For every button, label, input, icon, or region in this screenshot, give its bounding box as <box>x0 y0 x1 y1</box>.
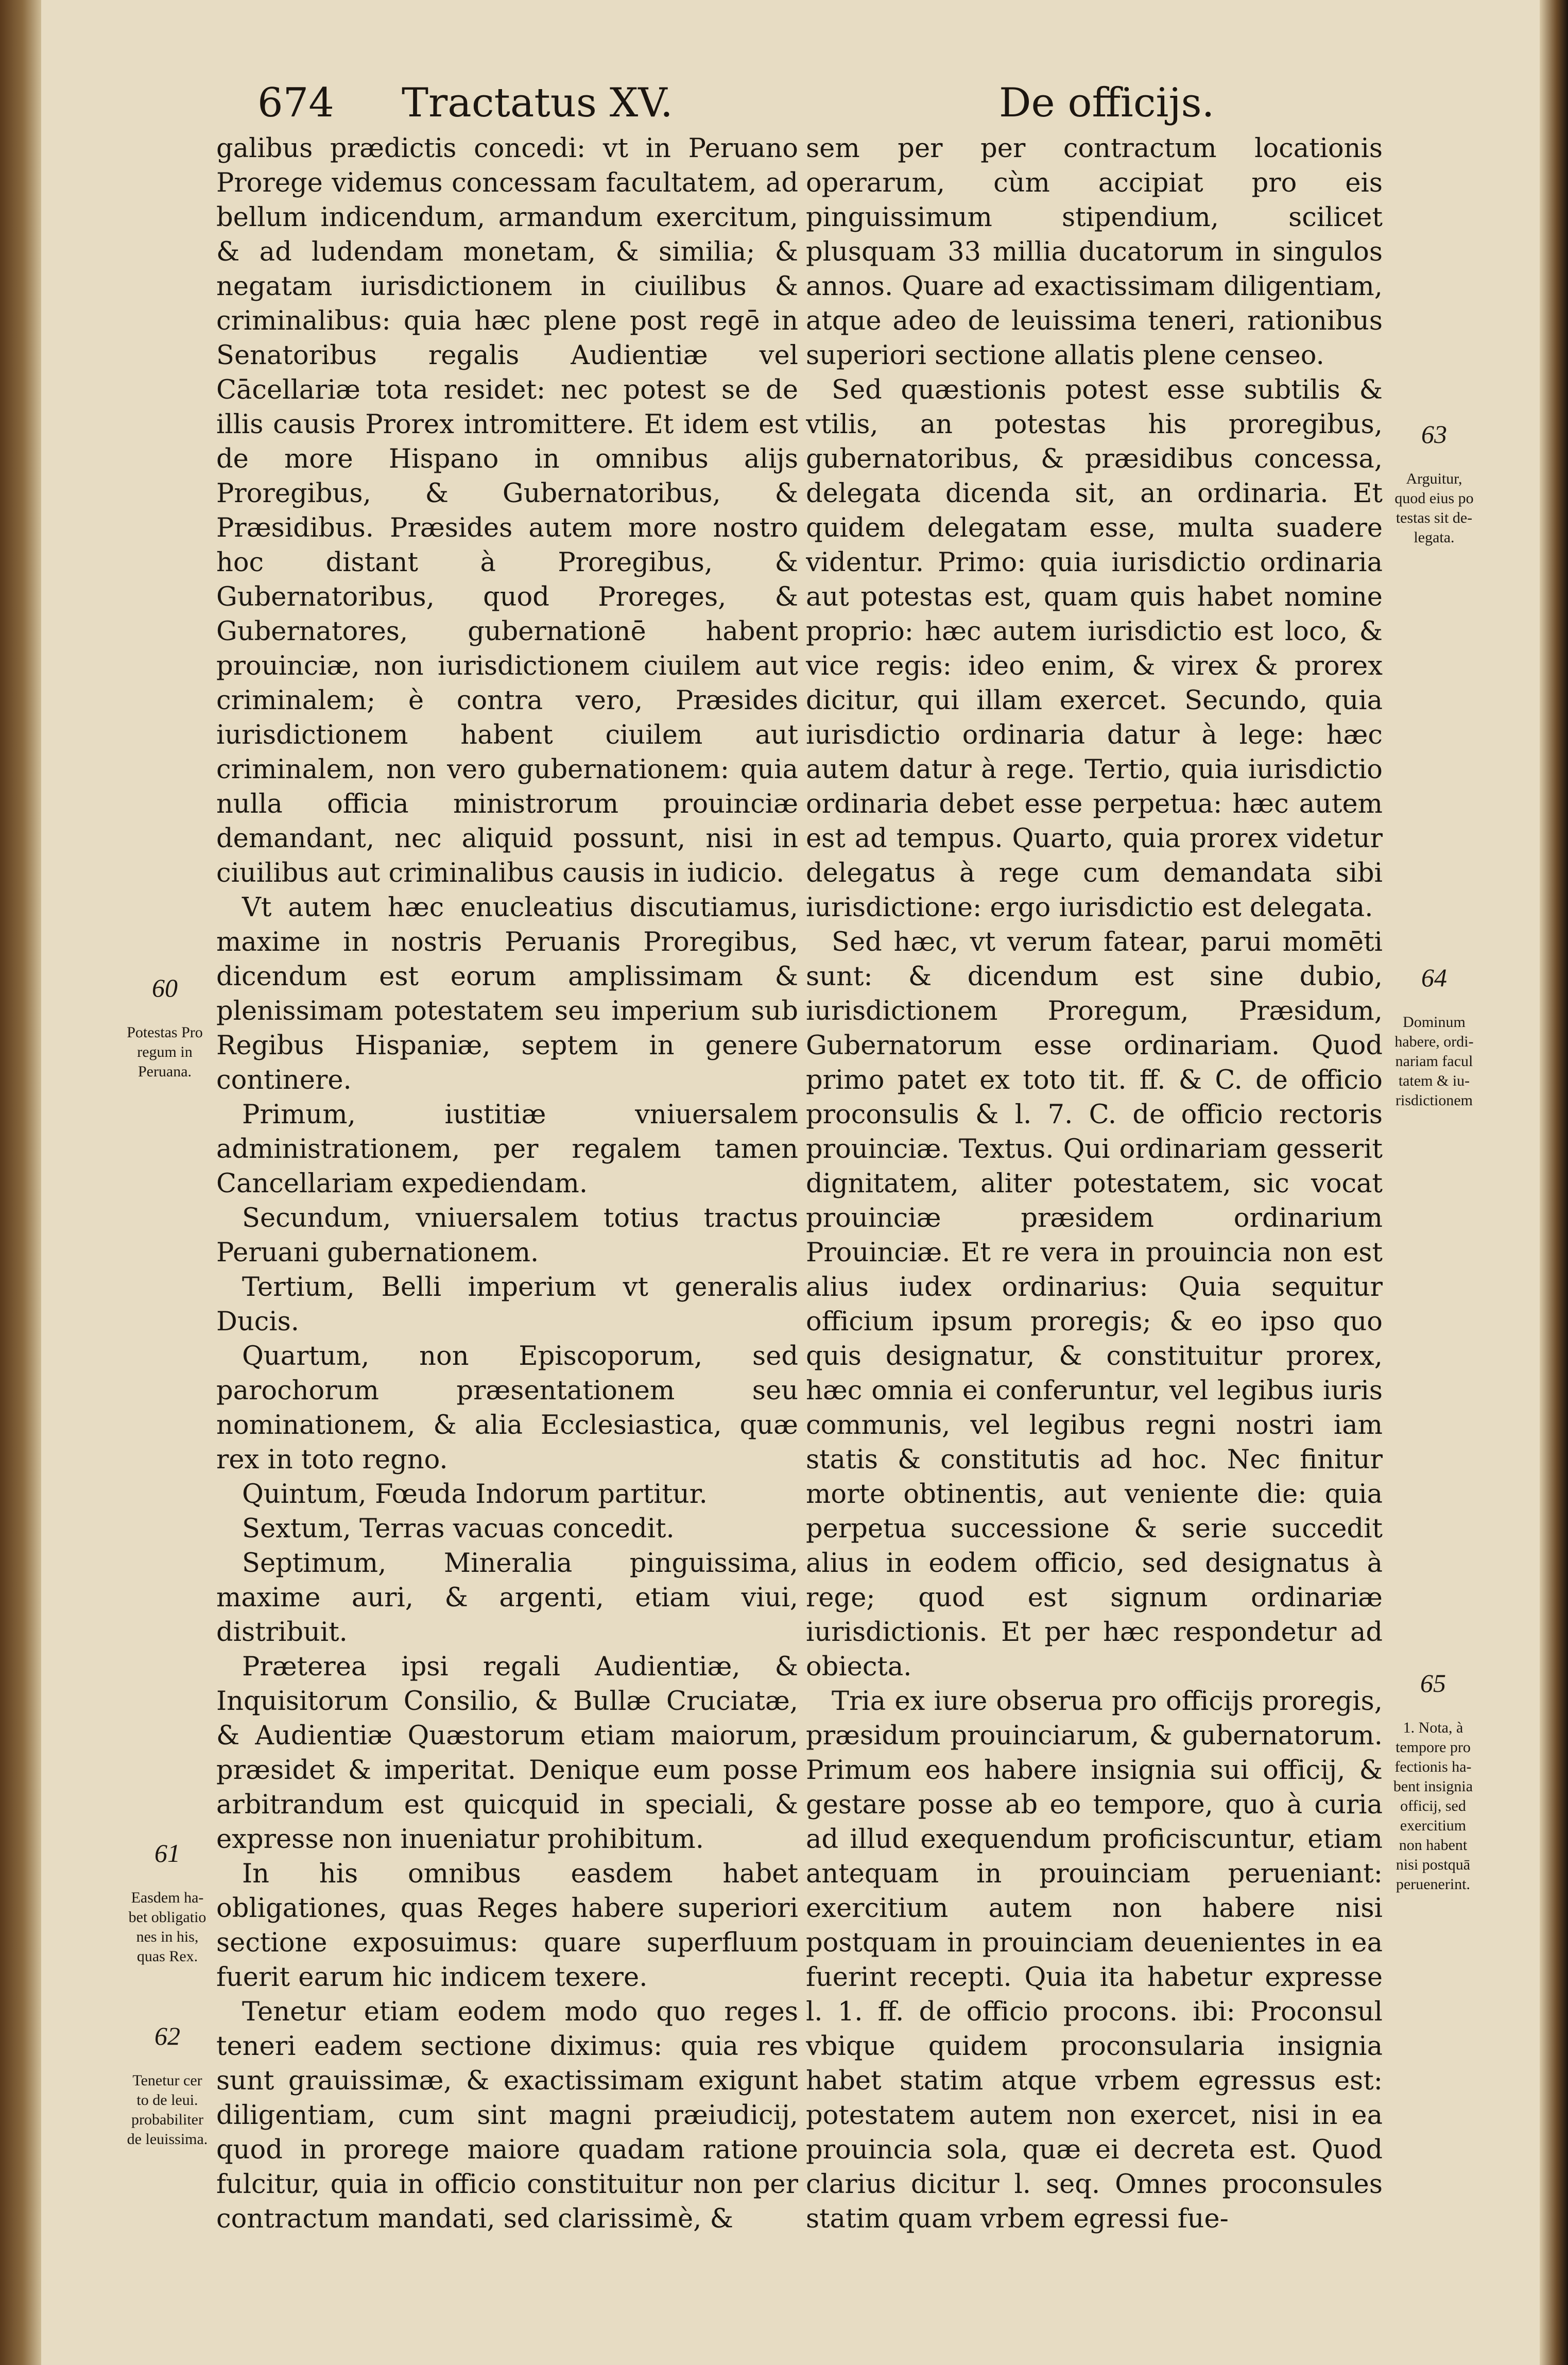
margin-note-number: 60 <box>152 973 178 1002</box>
margin-note-62 <box>106 2001 229 2149</box>
paragraph: Primum, iustitiæ vniuersalem administrationem, per regalem tamen Cancellariam expediendam. <box>216 1100 798 1199</box>
paragraph: Tenetur etiam eodem modo quo reges teneri eadem sectione diximus: quia res sunt grauissimæ, & exactissimam exigunt diligentiam, cum sint magni præiudicij, quod in prorege maiore quadam ratione fulcitur, quia in officio constituitur non per contractum mandati, sed clarissimè, & <box>216 1997 798 2234</box>
right-text-column <box>806 131 1383 2305</box>
margin-note-number: 61 <box>154 1839 180 1867</box>
paragraph: sem per per contractum locationis operarum, cùm accipiat pro eis pinguissimum stipendium, scilicet plusquam 33 millia ducatorum in singulos annos. Quare ad exactissimam diligentiam, atque adeo de leuissima teneri, rationibus superiori sectione allatis plene censeo. <box>806 133 1383 371</box>
paragraph: Secundum, vniuersalem totius tractus Peruani gubernationem. <box>216 1203 798 1268</box>
paragraph: Præterea ipsi regali Audientiæ, & Inquisitorum Consilio, & Bullæ Cruciatæ, & Audientiæ Quæstorum etiam maiorum, præsidet & imperitat. Denique eum posse arbitrandum est quicquid in speciali, & expresse non inueniatur prohibitum. <box>216 1652 798 1855</box>
margin-note-number: 63 <box>1421 420 1447 449</box>
paragraph: Quartum, non Episcoporum, sed parochorum præsentationem seu nominationem, & alia Ecclesiastica, quæ rex in toto regno. <box>216 1341 798 1475</box>
margin-note-number: 64 <box>1421 963 1447 992</box>
margin-note-text: Potestas Pro regum in Peruana. <box>127 1024 203 1080</box>
paragraph: Sextum, Terras vacuas concedit. <box>242 1514 675 1544</box>
paragraph: Tertium, Belli imperium vt generalis Ducis. <box>216 1272 798 1337</box>
paragraph: In his omnibus easdem habet obligationes, quas Reges habere superiori sectione exposuimus: quare superfluum fuerit earum hic indicem texere. <box>216 1859 798 1993</box>
margin-note-number: 62 <box>154 2021 180 2050</box>
page-edge <box>1540 0 1568 2365</box>
page-number: 674 <box>257 80 334 126</box>
margin-note-65 <box>1374 1648 1492 1894</box>
margin-note-63 <box>1380 399 1488 547</box>
book-gutter <box>0 0 41 2365</box>
left-text-column <box>216 131 798 2305</box>
margin-note-number: 65 <box>1420 1669 1446 1698</box>
margin-note-64 <box>1372 942 1496 1110</box>
margin-note-text: 1. Nota, à tempore pro fectionis ha- bent insignia officij, sed exercitium non habent nisi postquā peruenerint. <box>1393 1719 1473 1893</box>
margin-note-text: Easdem ha- bet obligatio nes in his, quas Rex. <box>128 1889 206 1965</box>
running-title: Tractatus XV. <box>402 80 673 126</box>
paragraph: Septimum, Mineralia pinguissima, maxime auri, & argenti, etiam viui, distribuit. <box>216 1548 798 1648</box>
margin-note-text: Dominum habere, ordi- nariam facul tatem & iu- risdictionem <box>1394 1014 1474 1109</box>
paragraph: Sed quæstionis potest esse subtilis & vtilis, an potestas his proregibus, gubernatoribus, & præsidibus concessa, delegata dicenda sit, an ordinaria. Et quidem delegatam esse, multa suadere videntur. Primo: quia iurisdictio ordinaria aut potestas est, quam quis habet nomine proprio: hæc autem iurisdictio est loco, & vice regis: ideo enim, & virex & prorex dicitur, qui illam exercet. Secundo, quia iurisdictio ordinaria datur à lege: hæc autem datur à rege. Tertio, quia iurisdictio ordinaria debet esse perpetua: hæc autem est ad tempus. Quarto, quia prorex videtur delegatus à rege cum demandata sibi iurisdictione: ergo iurisdictio est delegata. <box>806 375 1383 923</box>
margin-note-60 <box>103 953 227 1082</box>
margin-note-61 <box>106 1818 229 1966</box>
margin-note-text: Tenetur cer to de leui. probabiliter de leuissima. <box>127 2072 208 2148</box>
paragraph: galibus prædictis concedi: vt in Peruano Prorege videmus concessam facultatem, ad bellum indicendum, armandum exercitum, & ad ludendam monetam, & similia; & negatam iurisdictionem in ciuilibus & criminalibus: quia hæc plene post regē in Senatoribus regalis Audientiæ vel Cācellariæ tota residet: nec potest se de illis causis Prorex intromittere. Et idem est de more Hispano in omnibus alijs Proregibus, & Gubernatoribus, & Præsidibus. Præsides autem more nostro hoc distant à Proregibus, & Gubernatoribus, quod Proreges, & Gubernatores, gubernationē habent prouinciæ, non iurisdictionem ciuilem aut criminalem; è contra vero, Præsides iurisdictionem habent ciuilem aut criminalem, non vero gubernationem: quia nulla officia ministrorum prouinciæ demandant, nec aliquid possunt, nisi in ciuilibus aut criminalibus causis in iudicio. <box>216 133 798 888</box>
paragraph: Quintum, Fœuda Indorum partitur. <box>242 1479 708 1510</box>
margin-note-text: Arguitur, quod eius po testas sit de- legata. <box>1394 470 1474 546</box>
paragraph: Tria ex iure obserua pro officijs proregis, præsidum prouinciarum, & gubernatorum. Primum eos habere insignia sui officij, & gestare posse ab eo tempore, quo à curia ad illud exequendum proficiscuntur, etiam antequam in prouinciam perueniant: exercitium autem non habere nisi postquam in prouinciam deuenientes in ea fuerint recepti. Quia ita habetur expresse l. 1. ff. de officio procons. ibi: Proconsul vbique quidem proconsularia insignia habet statim atque vrbem egressus est: potestatem autem non exercet, nisi in ea prouincia sola, quæ ei decreta est. Quod clarius dicitur l. seq. Omnes proconsules statim quam vrbem egressi fue- <box>806 1686 1383 2234</box>
paragraph: Sed hæc, vt verum fatear, parui momēti sunt: & dicendum est sine dubio, iurisdictionem Proregum, Præsidum, Gubernatorum esse ordinariam. Quod primo patet ex toto tit. ff. & C. de officio proconsulis & l. 7. C. de officio rectoris prouinciæ. Textus. Qui ordinariam gesserit dignitatem, aliter potestatem, sic vocat prouinciæ præsidem ordinarium Prouinciæ. Et re vera in prouincia non est alius iudex ordinarius: Quia sequitur officium ipsum proregis; & eo ipso quo quis designatur, & constituitur prorex, hæc omnia ei conferuntur, vel legibus iuris communis, vel legibus regni nostri iam statis & constitutis ad hoc. Nec finitur morte obtinentis, aut veniente die: quia perpetua successione & serie succedit alius in eodem officio, sed designatus à rege; quod est signum ordinariæ iurisdictionis. Et per hæc respondetur ad obiecta. <box>806 927 1383 1682</box>
section-title: De officijs. <box>999 80 1215 126</box>
paragraph: Vt autem hæc enucleatius discutiamus, maxime in nostris Peruanis Proregibus, dicendum est eorum amplissimam & plenissimam potestatem seu imperium sub Regibus Hispaniæ, septem in genere continere. <box>216 893 798 1095</box>
